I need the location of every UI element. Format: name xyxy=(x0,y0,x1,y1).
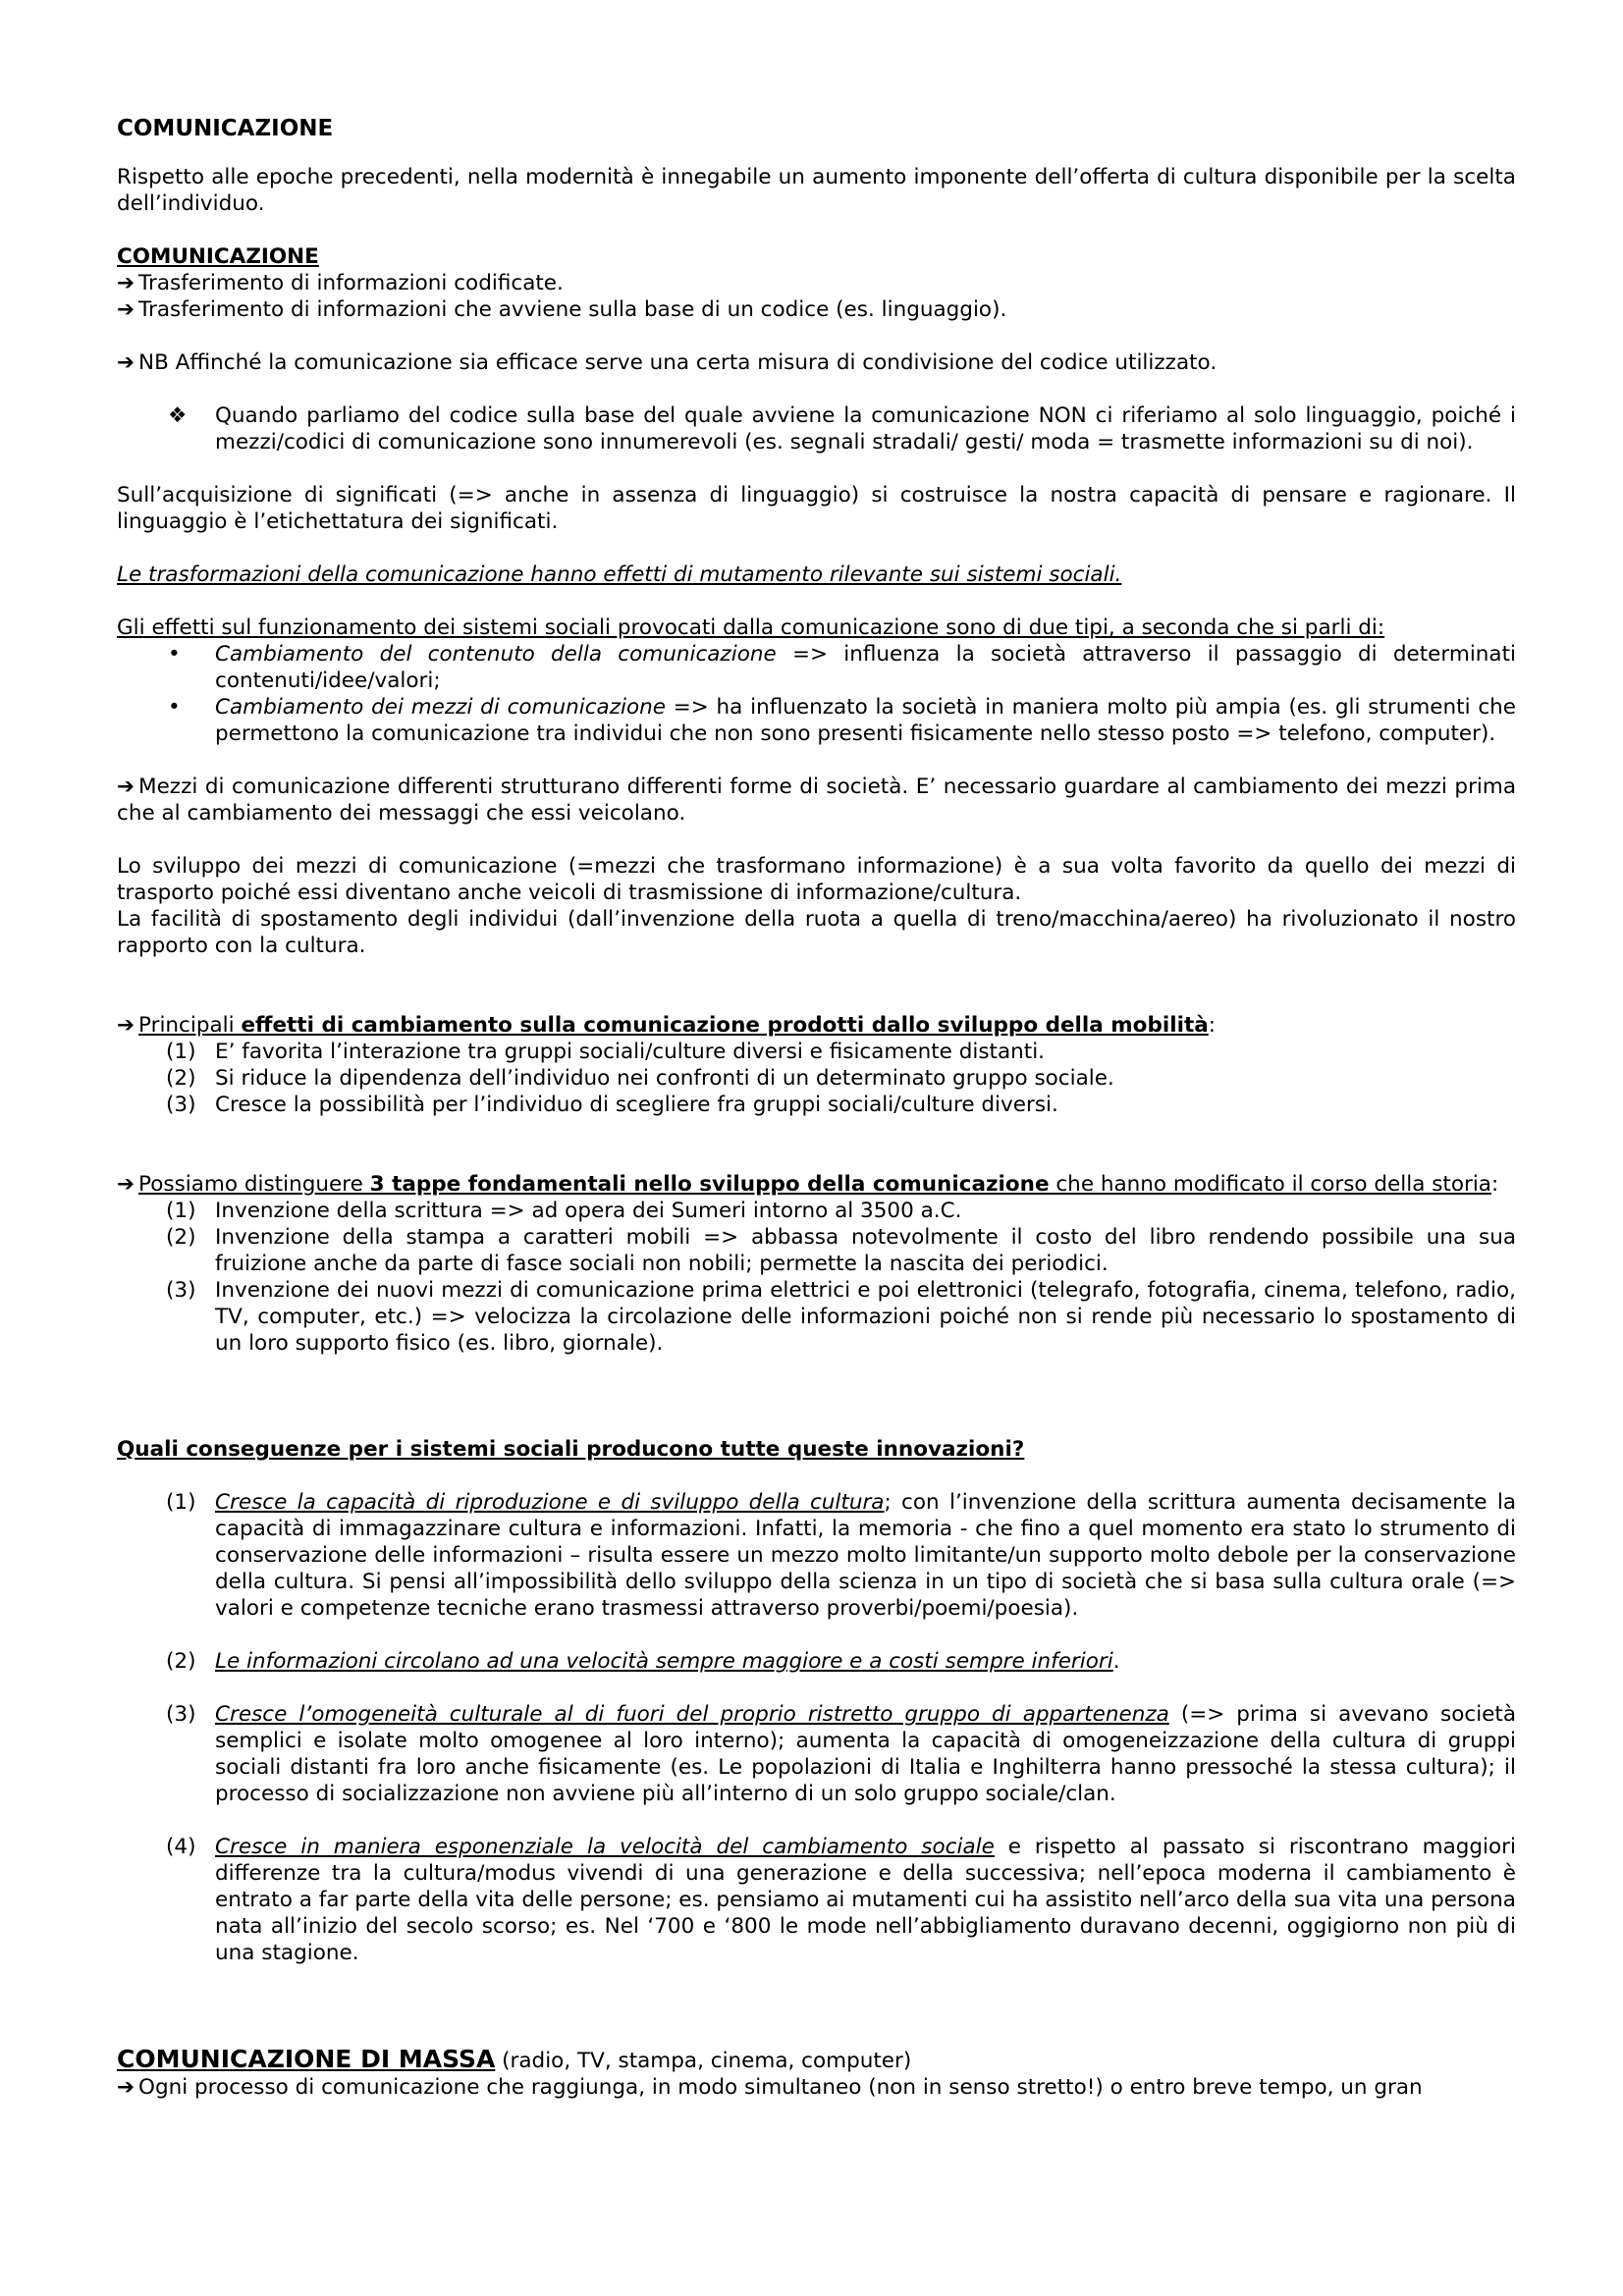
arrow-icon: ➔ xyxy=(117,350,135,375)
bullet-icon: • xyxy=(168,695,181,720)
mezzi-paragraph: ➔ Mezzi di comunicazione differenti strutturano differenti forme di società. E’ necessario guardare al cambiamento dei mezzi prima che al cambiamento dei messaggi che essi veicolano. xyxy=(117,774,1516,826)
definition-heading: COMUNICAZIONE xyxy=(117,244,319,269)
bullet-icon: • xyxy=(168,642,181,667)
arrow-icon: ➔ xyxy=(117,1013,135,1038)
sviluppo-paragraph: Lo sviluppo dei mezzi di comunicazione (=mezzi che trasformano informazione) è a sua volta favorito da quello dei mezzi di trasporto poiché essi diventano anche veicoli di trasmissione di informazione/cultura. xyxy=(117,854,1516,905)
conseguenze-list-item: (4) Cresce in maniera esponenziale la velocità del cambiamento sociale e rispetto al passato si riscontrano maggiori differenze tra la cultura/modus vivendi di una generazione e della successiva; nell’epoca moderna il cambiamento è entrato a far parte della vita delle persone; es. pensiamo ai mutamenti cui ha assistito nell’arco della sua vita una persona nata all’inizio del secolo scorso; es. Nel ‘700 e ‘800 le mode nell’abbigliamento duravano decenni, oggigiorno non più di una stagione. xyxy=(166,1835,1516,1965)
tappe-list-item: (3) Invenzione dei nuovi mezzi di comunicazione prima elettrici e poi elettronici (telegrafo, fotografia, cinema, telefono, radio, TV, computer, etc.) => velocizza la circolazione delle informazioni poiché non si rende più necessario lo spostamento di un loro supporto fisico (es. libro, giornale). xyxy=(166,1278,1516,1356)
mobilita-list-item: (2) Si riduce la dipendenza dell’individuo nei confronti di un determinato gruppo sociale. xyxy=(166,1066,1114,1091)
tappe-list-item: (2) Invenzione della stampa a caratteri mobili => abbassa notevolmente il costo del libro rendendo possibile una sua fruizione anche da parte di fasce sociali non nobili; permette la nascita dei periodici. xyxy=(166,1225,1516,1276)
effetti-list-item: • Cambiamento del contenuto della comunicazione => influenza la società attraverso il passaggio di determinati contenuti/idee/valori; xyxy=(117,641,1516,694)
tappe-list-item: (1) Invenzione della scrittura => ad opera dei Sumeri intorno al 3500 a.C. xyxy=(166,1199,962,1223)
massa-line: ➔ Ogni processo di comunicazione che raggiunga, in modo simultaneo (non in senso stretto!) o entro breve tempo, un gran xyxy=(117,2075,1423,2100)
massa-heading: COMUNICAZIONE DI MASSA (radio, TV, stampa, cinema, computer) xyxy=(117,2045,912,2073)
definition-line: ➔ Trasferimento di informazioni codificate. xyxy=(117,271,564,295)
nb-note: ➔ NB Affinché la comunicazione sia efficace serve una certa misura di condivisione del codice utilizzato. xyxy=(117,350,1217,375)
diamond-bullet-icon: ❖ xyxy=(168,403,188,428)
mobilita-list-item: (3) Cresce la possibilità per l’individuo di scegliere fra gruppi sociali/culture diversi. xyxy=(166,1093,1058,1117)
arrow-icon: ➔ xyxy=(117,774,135,799)
mobilita-heading: ➔ Principali effetti di cambiamento sulla comunicazione prodotti dallo sviluppo della mobilità: xyxy=(117,1013,1216,1038)
tappe-heading: ➔ Possiamo distinguere 3 tappe fondamentali nello sviluppo della comunicazione che hanno modificato il corso della storia: xyxy=(117,1172,1499,1197)
diamond-list-item: ❖ Quando parliamo del codice sulla base del quale avviene la comunicazione NON ci riferiamo al solo linguaggio, poiché i mezzi/codici di comunicazione sono innumerevoli (es. segnali stradali/ gesti/ moda = trasmette informazioni su di noi). xyxy=(117,402,1516,455)
conseguenze-list-item: (3) Cresce l’omogeneità culturale al di fuori del proprio ristretto gruppo di appartenenza (=> prima si avevano società semplici e isolate molto omogenee al loro interno); aumenta la capacità di omogeneizzazione della cultura di gruppi sociali distanti fra loro anche fisicamente (es. Le popolazioni di Italia e Inghilterra hanno pressoché la stessa cultura); il processo di socializzazione non avviene più all’interno di un solo gruppo sociale/clan. xyxy=(166,1702,1516,1806)
intro-paragraph: Rispetto alle epoche precedenti, nella modernità è innegabile un aumento imponente dell’offerta di cultura disponibile per la scelta dell’individuo. xyxy=(117,165,1516,216)
arrow-icon: ➔ xyxy=(117,1172,135,1197)
conseguenze-heading: Quali conseguenze per i sistemi sociali producono tutte queste innovazioni? xyxy=(117,1437,1025,1462)
page-title: COMUNICAZIONE xyxy=(117,116,334,141)
effetti-list-item: • Cambiamento dei mezzi di comunicazione => ha influenzato la società in maniera molto più ampia (es. gli strumenti che permettono la comunicazione tra individui che non sono presenti fisicamente nello stesso posto => telefono, computer). xyxy=(117,694,1516,747)
definition-line: ➔ Trasferimento di informazioni che avviene sulla base di un codice (es. linguaggio). xyxy=(117,297,1007,322)
conseguenze-list-item: (1) Cresce la capacità di riproduzione e di sviluppo della cultura; con l’invenzione della scrittura aumenta decisamente la capacità di immagazzinare cultura e informazioni. Infatti, la memoria - che fino a quel momento era stato lo strumento di conservazione delle informazioni – risulta essere un mezzo molto limitante/un supporto molto debole per la conservazione della cultura. Si pensi all’impossibilità dello sviluppo della scienza in un tipo di società che si basa sulla cultura orale (=> valori e competenze tecniche erano trasmessi attraverso proverbi/poemi/poesia). xyxy=(166,1490,1517,1621)
arrow-icon: ➔ xyxy=(117,271,135,295)
arrow-icon: ➔ xyxy=(117,2075,135,2100)
effetti-intro: Gli effetti sul funzionamento dei sistemi sociali provocati dalla comunicazione sono di due tipi, a seconda che si parli di: xyxy=(117,615,1385,640)
mobilita-list-item: (1) E’ favorita l’interazione tra gruppi sociali/culture diversi e fisicamente distanti. xyxy=(166,1040,1045,1064)
arrow-icon: ➔ xyxy=(117,297,135,322)
trasformazioni-statement: Le trasformazioni della comunicazione hanno effetti di mutamento rilevante sui sistemi sociali. xyxy=(117,562,1122,587)
conseguenze-list-item: (2) Le informazioni circolano ad una velocità sempre maggiore e a costi sempre inferiori. xyxy=(166,1649,1120,1674)
sviluppo-paragraph: La facilità di spostamento degli individui (dall’invenzione della ruota a quella di treno/macchina/aereo) ha rivoluzionato il nostro rapporto con la cultura. xyxy=(117,907,1516,958)
significati-paragraph: Sull’acquisizione di significati (=> anche in assenza di linguaggio) si costruisce la nostra capacità di pensare e ragionare. Il linguaggio è l’etichettatura dei significati. xyxy=(117,483,1516,534)
document-page xyxy=(117,116,1516,2101)
